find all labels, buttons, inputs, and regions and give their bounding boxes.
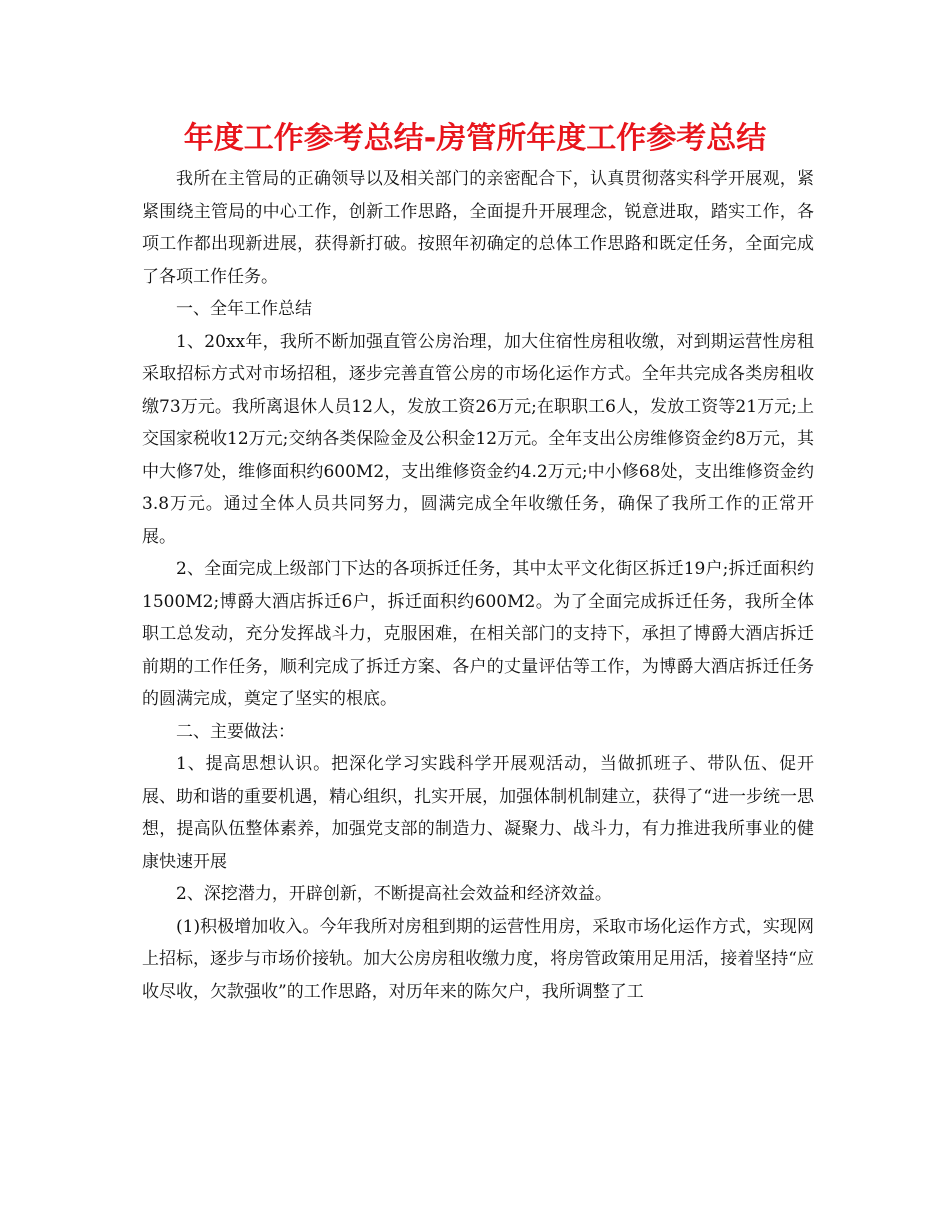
paragraph-innovation: 2、深挖潜力，开辟创新，不断提高社会效益和经济效益。 [176, 884, 612, 904]
section-heading-main-practices: 二、主要做法： [176, 721, 295, 742]
document-title: 年度工作参考总结-房管所年度工作参考总结 [183, 121, 767, 156]
paragraph-awareness: 1、提高思想认识。把深化学习实践科学开展观活动，当做抓班子、带队伍、促开展、助和谐的重要机遇，精心组织，扎实开展，加强体制机制建立，获得了“进一步统一思想，提高队伍整体素养，加强党支部的制造力、凝聚力、战斗力，有力推进我所事业的健康快速开展 [142, 754, 814, 872]
document-body [142, 163, 814, 1008]
paragraph-demolition: 2、全面完成上级部门下达的各项拆迁任务，其中太平文化街区拆迁19户;拆迁面积约1500M2;博爵大酒店拆迁6户，拆迁面积约600M2。为了全面完成拆迁任务，我所全体职工总发动，充分发挥战斗力，克服困难，在相关部门的支持下，承担了博爵大酒店拆迁前期的工作任务，顺利完成了拆迁方案、各户的丈量评估等工作，为博爵大酒店拆迁任务的圆满完成，奠定了坚实的根底。 [142, 559, 814, 709]
paragraph-increase-income: (1)积极增加收入。今年我所对房租到期的运营性用房，采取市场化运作方式，实现网上招标，逐步与市场价接轨。加大公房房租收缴力度，将房管政策用足用活，接着坚持“应收尽收，欠款强收”的工作思路，对历年来的陈欠户，我所调整了工 [142, 916, 814, 1002]
paragraph-rent-collection: 1、20xx年，我所不断加强直管公房治理，加大住宿性房租收缴，对到期运营性房租采取招标方式对市场招租，逐步完善直管公房的市场化运作方式。全年共完成各类房租收缴73万元。我所离退休人员12人，发放工资26万元;在职职工6人，发放工资等21万元;上交国家税收12万元;交纳各类保险金及公积金12万元。全年支出公房维修资金约8万元，其中大修7处，维修面积约600M2，支出维修资金约4.2万元;中小修68处，支出维修资金约3.8万元。通过全体人员共同努力，圆满完成全年收缴任务，确保了我所工作的正常开展。 [142, 331, 814, 547]
paragraph-intro: 我所在主管局的正确领导以及相关部门的亲密配合下，认真贯彻落实科学开展观，紧紧围绕主管局的中心工作，创新工作思路，全面提升开展理念，锐意进取，踏实工作，各项工作都出现新进展，获得新打破。按照年初确定的总体工作思路和既定任务，全面完成了各项工作任务。 [142, 169, 814, 287]
section-heading-annual-summary: 一、全年工作总结 [176, 299, 312, 319]
